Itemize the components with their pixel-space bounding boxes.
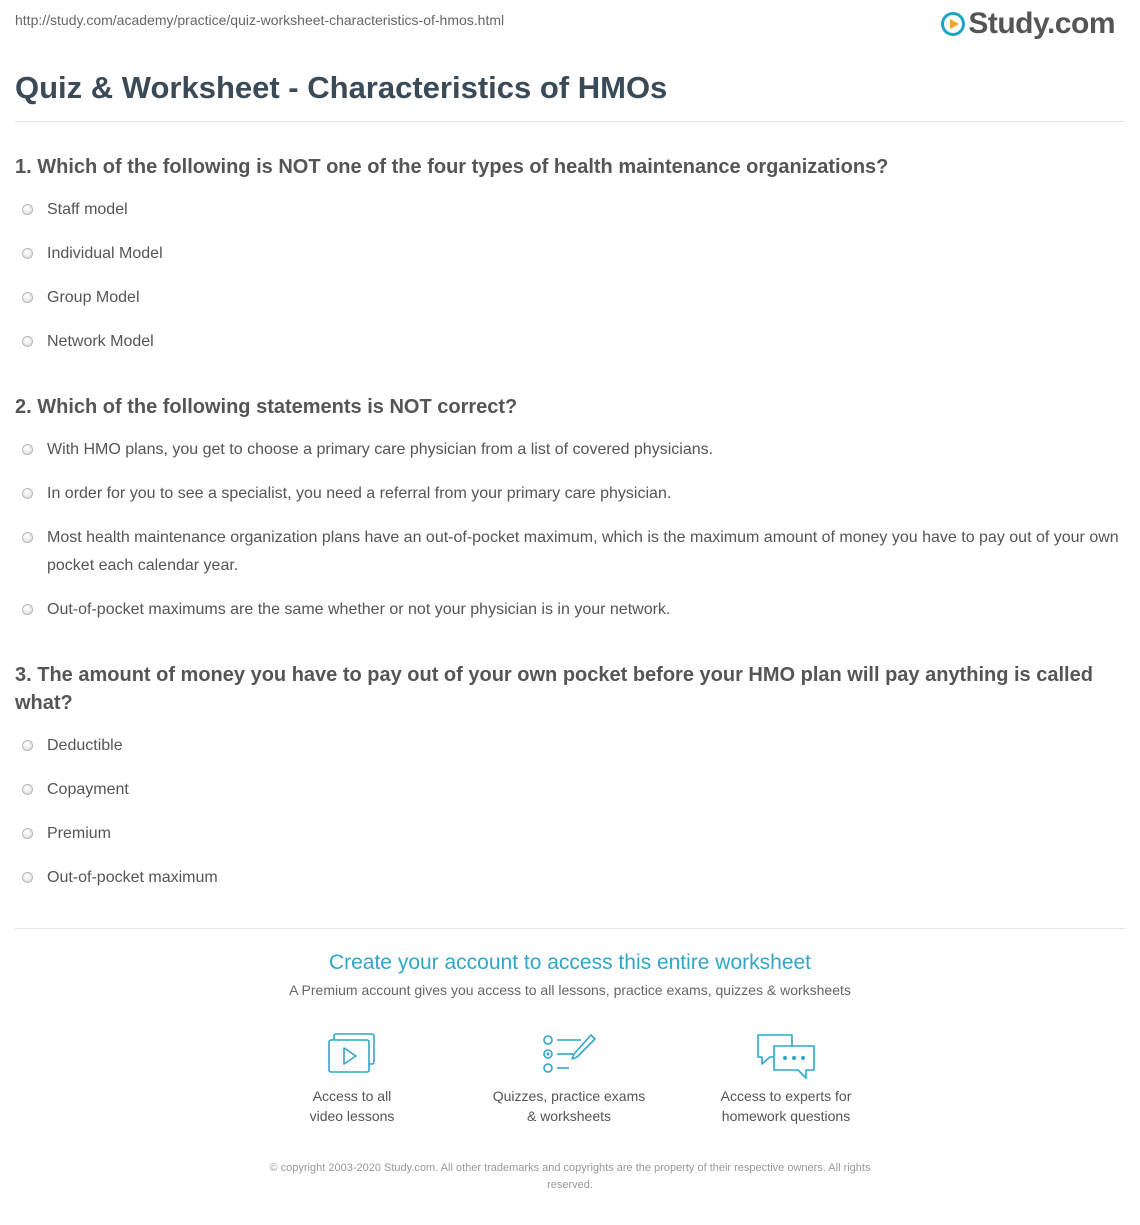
chat-bubbles-icon [754,1032,818,1082]
copyright-line: © copyright 2003-2020 Study.com. All other trademarks and copyrights are the property of their respective owners. All rights [269,1162,871,1174]
feature-label: Access to experts for [720,1088,852,1104]
radio-button[interactable] [22,292,33,303]
answer-label: Staff model [47,201,128,218]
logo-text: Study.com [968,7,1115,40]
feature-video-lessons [252,1032,452,1126]
question-2: 2. Which of the following statements is NOT correct? [15,396,518,418]
answer-label: Out-of-pocket maximums are the same whether or not your physician is in your network. [47,601,671,618]
video-lessons-icon [326,1032,378,1076]
feature-label: video lessons [309,1108,395,1124]
copyright-line: reserved. [547,1179,593,1191]
logo-play-icon [941,12,965,36]
radio-button[interactable] [22,532,33,543]
divider [15,928,1125,929]
feature-experts [686,1032,886,1126]
answer-option[interactable] [22,196,1122,224]
radio-button[interactable] [22,488,33,499]
quiz-checklist-icon [541,1032,597,1076]
answer-option[interactable] [22,480,1122,508]
radio-button[interactable] [22,872,33,883]
top-bar [0,0,1140,50]
answer-option[interactable] [22,328,1122,356]
answer-option[interactable] [22,524,1122,580]
radio-button[interactable] [22,784,33,795]
study-logo[interactable] [941,7,1115,41]
answer-label: Most health maintenance organization plans have an out-of-pocket maximum, which is the maximum amount of money you have to pay out of your own pocket each calendar year. [47,529,1119,574]
radio-button[interactable] [22,204,33,215]
feature-label: Quizzes, practice exams [492,1088,646,1104]
answer-option[interactable] [22,732,1122,760]
page-url: http://study.com/academy/practice/quiz-worksheet-characteristics-of-hmos.html [15,12,505,28]
question-3: 3. The amount of money you have to pay out of your own pocket before your HMO plan will pay anything is called what? [15,664,1093,714]
feature-label: & worksheets [526,1108,612,1124]
radio-button[interactable] [22,336,33,347]
radio-button[interactable] [22,248,33,259]
answer-label: Network Model [47,333,154,350]
answer-label: In order for you to see a specialist, you need a referral from your primary care physician. [47,485,672,502]
radio-button[interactable] [22,828,33,839]
answer-label: Individual Model [47,245,163,262]
answer-label: Copayment [47,781,129,798]
cta-subtitle: A Premium account gives you access to all lessons, practice exams, quizzes & worksheets [289,982,851,998]
question-1: 1. Which of the following is NOT one of the four types of health maintenance organizations? [15,156,889,178]
answer-label: Deductible [47,737,123,754]
page-title: Quiz & Worksheet - Characteristics of HMOs [15,70,668,105]
radio-button[interactable] [22,740,33,751]
answer-option[interactable] [22,776,1122,804]
radio-button[interactable] [22,604,33,615]
answer-option[interactable] [22,436,1122,464]
divider [15,121,1125,122]
answer-option[interactable] [22,820,1122,848]
radio-button[interactable] [22,444,33,455]
answer-label: Premium [47,825,112,842]
feature-label: homework questions [721,1108,851,1124]
feature-label: Access to all [312,1088,392,1104]
create-account-link[interactable]: Create your account to access this entire worksheet [328,951,812,974]
answer-label: With HMO plans, you get to choose a primary care physician from a list of covered physicians. [47,441,714,458]
answer-label: Out-of-pocket maximum [47,869,218,886]
answer-option[interactable] [22,596,1122,624]
answer-option[interactable] [22,284,1122,312]
feature-quizzes [469,1032,669,1126]
copyright [200,1160,940,1194]
answer-label: Group Model [47,289,140,306]
answer-option[interactable] [22,864,1122,892]
answer-option[interactable] [22,240,1122,268]
